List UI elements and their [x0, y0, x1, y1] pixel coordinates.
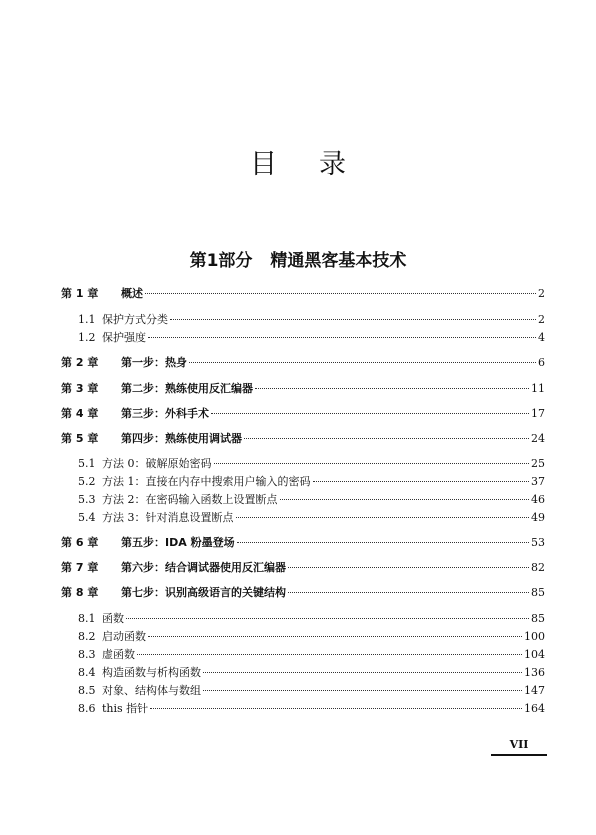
toc-entry-label: [61, 560, 286, 575]
part-heading: [0, 246, 596, 271]
toc-entry-number: 5.1: [78, 457, 96, 470]
toc-page-number: 82: [531, 561, 545, 574]
part-name: 精通黑客基本技术: [270, 251, 407, 271]
toc-chapter-row: [61, 431, 545, 446]
toc-section-row: [78, 629, 545, 644]
toc-entry-number: 1.1: [78, 313, 96, 326]
toc-chapter-row: [61, 355, 545, 370]
toc-entry-title: 第四步：熟练使用调试器: [121, 432, 242, 445]
toc-entry-label: [78, 492, 278, 507]
toc-page-number: 147: [524, 684, 545, 697]
toc-entry-title: 第二步：熟练使用反汇编器: [121, 382, 253, 395]
toc-entry-title: 方法 3：针对消息设置断点: [102, 511, 234, 524]
toc-entry-number: 第 4 章: [61, 407, 99, 420]
part-number: 第1部分: [189, 251, 253, 271]
toc-entry-label: [61, 286, 143, 301]
dot-leader: [170, 319, 536, 320]
toc-entry-label: [78, 665, 201, 680]
toc-section-row: [78, 683, 545, 698]
toc-entry-label: [78, 330, 146, 345]
dot-leader: [237, 542, 529, 543]
toc-page-number: 46: [531, 493, 545, 506]
toc-entry-number: 5.3: [78, 493, 96, 506]
toc-entry-label: [61, 381, 253, 396]
toc-entry-title: this 指针: [102, 702, 149, 715]
toc-entry-title: 第六步：结合调试器使用反汇编器: [121, 561, 286, 574]
toc-entry-label: [78, 647, 135, 662]
toc-chapter-row: [61, 585, 545, 600]
toc-section-row: [78, 510, 545, 525]
dot-leader: [126, 618, 529, 619]
toc-entry-title: 方法 1：直接在内存中搜索用户输入的密码: [102, 475, 311, 488]
toc-entry-label: [78, 701, 148, 716]
dot-leader: [148, 636, 522, 637]
dot-leader: [313, 481, 530, 482]
toc-chapter-row: [61, 560, 545, 575]
dot-leader: [214, 463, 530, 464]
toc-page-number: 4: [538, 331, 545, 344]
dot-leader: [211, 413, 529, 414]
dot-leader: [288, 567, 529, 568]
toc-entry-title: 虚函数: [102, 648, 135, 661]
toc-entry-number: 5.2: [78, 475, 96, 488]
dot-leader: [203, 672, 522, 673]
toc-page-number: 53: [531, 536, 545, 549]
toc-entry-number: 8.1: [78, 612, 96, 625]
toc-entry-number: 第 3 章: [61, 382, 99, 395]
toc-entry-label: [78, 611, 124, 626]
toc-page-number: 24: [531, 432, 545, 445]
toc-page-number: 164: [524, 702, 545, 715]
toc-entry-label: [61, 585, 286, 600]
toc-section-row: [78, 647, 545, 662]
toc-entry-title: 构造函数与析构函数: [102, 666, 201, 679]
toc-entry-number: 第 8 章: [61, 586, 99, 599]
dot-leader: [137, 654, 522, 655]
toc-entry-number: 8.4: [78, 666, 96, 679]
toc-page-number: 17: [531, 407, 545, 420]
toc-page-number: 136: [524, 666, 545, 679]
toc-page-number: 37: [531, 475, 545, 488]
toc-entry-number: 5.4: [78, 511, 96, 524]
dot-leader: [244, 438, 529, 439]
toc-entry-label: [61, 406, 209, 421]
toc-entry-label: [78, 474, 311, 489]
dot-leader: [148, 337, 536, 338]
toc-entry-title: 方法 2：在密码输入函数上设置断点: [102, 493, 278, 506]
toc-page-number: 104: [524, 648, 545, 661]
toc-page-number: 49: [531, 511, 545, 524]
toc-entry-title: 概述: [121, 287, 143, 300]
dot-leader: [150, 708, 522, 709]
toc-page-number: 2: [538, 313, 545, 326]
toc-entry-label: [78, 683, 201, 698]
toc-entry-number: 8.5: [78, 684, 96, 697]
toc-entry-number: 第 7 章: [61, 561, 99, 574]
toc-entry-title: 启动函数: [102, 630, 146, 643]
toc-entry-label: [61, 431, 242, 446]
toc-section-row: [78, 665, 545, 680]
toc-entry-label: [61, 355, 187, 370]
dot-leader: [203, 690, 522, 691]
toc-page-number: 100: [524, 630, 545, 643]
toc-entry-label: [78, 456, 212, 471]
toc-section-row: [78, 456, 545, 471]
toc-entry-title: 第七步：识别高级语言的关键结构: [121, 586, 286, 599]
toc-section-row: [78, 492, 545, 507]
toc-entry-label: [78, 629, 146, 644]
dot-leader: [236, 517, 530, 518]
toc-entry-title: 方法 0：破解原始密码: [102, 457, 212, 470]
toc-entry-title: 第五步：IDA 粉墨登场: [121, 536, 235, 549]
toc-entry-number: 第 6 章: [61, 536, 99, 549]
toc-page-number: 6: [538, 356, 545, 369]
toc-entry-label: [61, 535, 235, 550]
toc-entry-title: 保护方式分类: [102, 313, 168, 326]
toc-section-row: [78, 611, 545, 626]
toc-section-row: [78, 330, 545, 345]
toc-entry-number: 第 1 章: [61, 287, 99, 300]
toc-entry-number: 第 5 章: [61, 432, 99, 445]
toc-page-number: 25: [531, 457, 545, 470]
toc-chapter-row: [61, 286, 545, 301]
toc-page-number: 2: [538, 287, 545, 300]
toc-page-number: 85: [531, 586, 545, 599]
toc-entry-number: 8.2: [78, 630, 96, 643]
toc-entry-number: 8.6: [78, 702, 96, 715]
page-title: 目录: [250, 149, 388, 180]
toc-section-row: [78, 701, 545, 716]
toc-entry-label: [78, 510, 234, 525]
toc-entry-number: 8.3: [78, 648, 96, 661]
toc-page-number: 85: [531, 612, 545, 625]
toc-entry-label: [78, 312, 168, 327]
toc-entry-title: 第一步：热身: [121, 356, 187, 369]
toc-section-row: [78, 312, 545, 327]
toc-entry-title: 对象、结构体与数组: [102, 684, 201, 697]
dot-leader: [288, 592, 529, 593]
toc-entry-number: 第 2 章: [61, 356, 99, 369]
toc-page-number: 11: [531, 382, 545, 395]
dot-leader: [189, 362, 536, 363]
page-number: VII: [509, 738, 529, 751]
toc-chapter-row: [61, 535, 545, 550]
toc-entry-title: 函数: [102, 612, 124, 625]
dot-leader: [145, 293, 536, 294]
toc-entry-title: 第三步：外科手术: [121, 407, 209, 420]
toc-entry-number: 1.2: [78, 331, 96, 344]
page-number-rule: [491, 754, 547, 756]
dot-leader: [280, 499, 530, 500]
toc-chapter-row: [61, 381, 545, 396]
toc-entry-title: 保护强度: [102, 331, 146, 344]
dot-leader: [255, 388, 529, 389]
toc-section-row: [78, 474, 545, 489]
toc-chapter-row: [61, 406, 545, 421]
